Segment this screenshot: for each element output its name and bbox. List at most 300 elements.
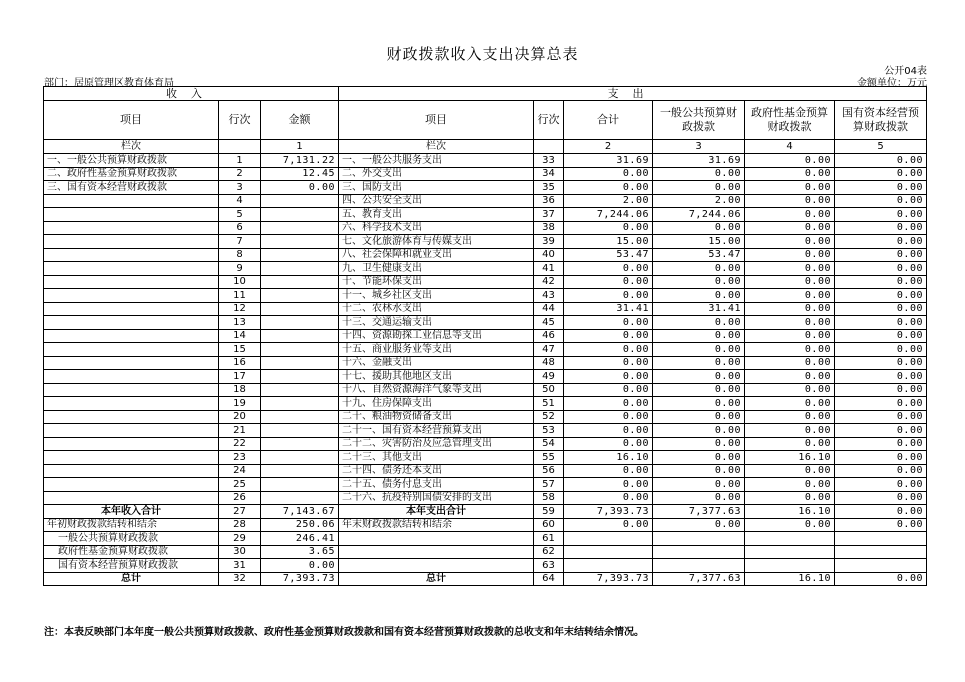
income-item bbox=[44, 464, 219, 478]
income-amount bbox=[261, 424, 339, 438]
income-line-no: 8 bbox=[219, 248, 261, 262]
expense-gov-fund: 0.00 bbox=[745, 221, 835, 235]
expense-general-budget: 0.00 bbox=[653, 424, 745, 438]
expense-state-capital: 0.00 bbox=[835, 383, 927, 397]
expense-general-budget: 0.00 bbox=[653, 181, 745, 195]
expense-general-budget: 0.00 bbox=[653, 316, 745, 330]
income-line-no: 20 bbox=[219, 410, 261, 424]
income-line-no: 5 bbox=[219, 208, 261, 222]
expense-total: 0.00 bbox=[564, 383, 653, 397]
income-line-no: 7 bbox=[219, 235, 261, 249]
expense-state-capital: 0.00 bbox=[835, 167, 927, 181]
expense-general-budget: 0.00 bbox=[653, 221, 745, 235]
expense-state-capital: 0.00 bbox=[835, 289, 927, 303]
expense-general-budget: 15.00 bbox=[653, 235, 745, 249]
income-line-no: 29 bbox=[219, 532, 261, 546]
expense-state-capital: 0.00 bbox=[835, 248, 927, 262]
expense-general-budget: 2.00 bbox=[653, 194, 745, 208]
expense-gov-fund: 0.00 bbox=[745, 248, 835, 262]
expense-item: 七、文化旅游体育与传媒支出 bbox=[339, 235, 534, 249]
expense-item: 二十五、债务付息支出 bbox=[339, 478, 534, 492]
expense-item: 一、一般公共服务支出 bbox=[339, 154, 534, 168]
table-row bbox=[44, 181, 927, 195]
expense-total: 0.00 bbox=[564, 262, 653, 276]
income-item: 政府性基金预算财政拨款 bbox=[44, 545, 219, 559]
income-line-no: 17 bbox=[219, 370, 261, 384]
expense-line-no: 34 bbox=[534, 167, 564, 181]
expense-total: 0.00 bbox=[564, 410, 653, 424]
income-line-no: 9 bbox=[219, 262, 261, 276]
expense-total: 16.10 bbox=[564, 451, 653, 465]
expense-gov-fund: 0.00 bbox=[745, 329, 835, 343]
expense-state-capital bbox=[835, 532, 927, 546]
expense-total: 0.00 bbox=[564, 464, 653, 478]
table-row bbox=[44, 410, 927, 424]
expense-total: 31.69 bbox=[564, 154, 653, 168]
expense-line-no: 42 bbox=[534, 275, 564, 289]
expense-line-no: 39 bbox=[534, 235, 564, 249]
income-line-no: 24 bbox=[219, 464, 261, 478]
income-line-no: 13 bbox=[219, 316, 261, 330]
income-amount: 0.00 bbox=[261, 181, 339, 195]
expense-line-no: 62 bbox=[534, 545, 564, 559]
income-amount bbox=[261, 289, 339, 303]
expense-total: 0.00 bbox=[564, 424, 653, 438]
expense-total: 31.41 bbox=[564, 302, 653, 316]
income-amount bbox=[261, 491, 339, 505]
income-line-no: 22 bbox=[219, 437, 261, 451]
expense-gov-fund: 0.00 bbox=[745, 167, 835, 181]
budget-table bbox=[43, 86, 927, 586]
col-label: 栏次 bbox=[44, 140, 219, 154]
income-amount bbox=[261, 235, 339, 249]
expense-gov-fund: 16.10 bbox=[745, 505, 835, 519]
table-row bbox=[44, 289, 927, 303]
expense-item: 十六、金融支出 bbox=[339, 356, 534, 370]
expense-item: 十七、援助其他地区支出 bbox=[339, 370, 534, 384]
income-amount: 7,131.22 bbox=[261, 154, 339, 168]
expense-general-budget: 7,377.63 bbox=[653, 572, 745, 586]
table-row bbox=[44, 167, 927, 181]
income-line-no: 11 bbox=[219, 289, 261, 303]
table-row bbox=[44, 343, 927, 357]
expense-gov-fund: 0.00 bbox=[745, 275, 835, 289]
expense-general-budget: 0.00 bbox=[653, 410, 745, 424]
income-item bbox=[44, 329, 219, 343]
table-row bbox=[44, 208, 927, 222]
table-row bbox=[44, 464, 927, 478]
expense-line-no: 47 bbox=[534, 343, 564, 357]
income-item bbox=[44, 491, 219, 505]
income-item bbox=[44, 356, 219, 370]
income-item bbox=[44, 235, 219, 249]
expense-total: 0.00 bbox=[564, 397, 653, 411]
income-item bbox=[44, 194, 219, 208]
expense-state-capital: 0.00 bbox=[835, 397, 927, 411]
expense-general-budget: 0.00 bbox=[653, 491, 745, 505]
income-line-no: 25 bbox=[219, 478, 261, 492]
income-line-no: 1 bbox=[219, 154, 261, 168]
expense-item: 十一、城乡社区支出 bbox=[339, 289, 534, 303]
expense-line-no: 60 bbox=[534, 518, 564, 532]
col-label2: 栏次 bbox=[339, 140, 534, 154]
expense-general-budget: 0.00 bbox=[653, 464, 745, 478]
expense-total: 7,244.06 bbox=[564, 208, 653, 222]
expense-total: 0.00 bbox=[564, 370, 653, 384]
expense-line-no: 44 bbox=[534, 302, 564, 316]
expense-total: 7,393.73 bbox=[564, 505, 653, 519]
expense-gov-fund bbox=[745, 559, 835, 573]
expense-total: 0.00 bbox=[564, 275, 653, 289]
expense-line-no: 46 bbox=[534, 329, 564, 343]
expense-item: 十四、资源勘探工业信息等支出 bbox=[339, 329, 534, 343]
income-line-no: 18 bbox=[219, 383, 261, 397]
income-amount: 0.00 bbox=[261, 559, 339, 573]
expense-state-capital: 0.00 bbox=[835, 154, 927, 168]
expense-gov-fund: 0.00 bbox=[745, 464, 835, 478]
income-line-no: 26 bbox=[219, 491, 261, 505]
expense-line-no: 45 bbox=[534, 316, 564, 330]
expense-state-capital: 0.00 bbox=[835, 505, 927, 519]
income-amount bbox=[261, 329, 339, 343]
expense-total: 0.00 bbox=[564, 329, 653, 343]
expense-gov-fund: 0.00 bbox=[745, 262, 835, 276]
income-line-no: 28 bbox=[219, 518, 261, 532]
expense-item: 四、公共安全支出 bbox=[339, 194, 534, 208]
income-amount bbox=[261, 262, 339, 276]
department-label: 部门：居原管理区教育体育局 bbox=[44, 78, 174, 89]
income-item bbox=[44, 262, 219, 276]
expense-total: 0.00 bbox=[564, 356, 653, 370]
income-amount bbox=[261, 275, 339, 289]
expense-line-no: 35 bbox=[534, 181, 564, 195]
expense-state-capital: 0.00 bbox=[835, 572, 927, 586]
income-line-no: 15 bbox=[219, 343, 261, 357]
expense-total: 0.00 bbox=[564, 491, 653, 505]
income-item bbox=[44, 424, 219, 438]
expense-total: 0.00 bbox=[564, 518, 653, 532]
expense-general-budget: 0.00 bbox=[653, 262, 745, 276]
expense-line-no: 54 bbox=[534, 437, 564, 451]
income-amount bbox=[261, 316, 339, 330]
table-row bbox=[44, 154, 927, 168]
expense-state-capital: 0.00 bbox=[835, 424, 927, 438]
expense-item: 二十四、债务还本支出 bbox=[339, 464, 534, 478]
expense-line-no: 41 bbox=[534, 262, 564, 276]
income-item bbox=[44, 478, 219, 492]
income-line-no: 4 bbox=[219, 194, 261, 208]
expense-gov-fund: 0.00 bbox=[745, 208, 835, 222]
expense-item: 二十、粮油物资储备支出 bbox=[339, 410, 534, 424]
header-columns-row bbox=[44, 101, 927, 140]
expense-general-budget: 0.00 bbox=[653, 397, 745, 411]
expense-general-budget: 7,244.06 bbox=[653, 208, 745, 222]
table-row bbox=[44, 235, 927, 249]
expense-general-budget: 31.69 bbox=[653, 154, 745, 168]
table-row bbox=[44, 491, 927, 505]
table-row bbox=[44, 275, 927, 289]
expense-general-budget: 0.00 bbox=[653, 343, 745, 357]
table-row bbox=[44, 437, 927, 451]
expense-gov-fund: 0.00 bbox=[745, 518, 835, 532]
expense-line-no: 50 bbox=[534, 383, 564, 397]
income-amount bbox=[261, 356, 339, 370]
col-5: 5 bbox=[835, 140, 927, 154]
income-amount bbox=[261, 221, 339, 235]
expense-general-budget: 0.00 bbox=[653, 370, 745, 384]
expense-general-budget: 0.00 bbox=[653, 478, 745, 492]
expense-state-capital: 0.00 bbox=[835, 221, 927, 235]
expense-total bbox=[564, 559, 653, 573]
expense-line-no: 59 bbox=[534, 505, 564, 519]
expense-item bbox=[339, 532, 534, 546]
income-line-no: 10 bbox=[219, 275, 261, 289]
expense-item: 八、社会保障和就业支出 bbox=[339, 248, 534, 262]
income-item: 本年收入合计 bbox=[44, 505, 219, 519]
expense-total: 7,393.73 bbox=[564, 572, 653, 586]
expense-general-budget bbox=[653, 559, 745, 573]
income-amount bbox=[261, 464, 339, 478]
expense-item: 十三、交通运输支出 bbox=[339, 316, 534, 330]
table-row bbox=[44, 302, 927, 316]
header-general-budget: 一般公共预算财政拨款 bbox=[653, 101, 745, 140]
expense-gov-fund bbox=[745, 545, 835, 559]
expense-state-capital: 0.00 bbox=[835, 316, 927, 330]
expense-total: 0.00 bbox=[564, 316, 653, 330]
expense-general-budget: 0.00 bbox=[653, 329, 745, 343]
expense-gov-fund: 0.00 bbox=[745, 437, 835, 451]
expense-line-no: 37 bbox=[534, 208, 564, 222]
expense-state-capital: 0.00 bbox=[835, 356, 927, 370]
expense-item: 六、科学技术支出 bbox=[339, 221, 534, 235]
header-colno-row bbox=[44, 140, 927, 154]
expense-general-budget bbox=[653, 545, 745, 559]
income-amount bbox=[261, 248, 339, 262]
expense-item: 年末财政拨款结转和结余 bbox=[339, 518, 534, 532]
expense-general-budget: 0.00 bbox=[653, 167, 745, 181]
col-4: 4 bbox=[745, 140, 835, 154]
income-amount bbox=[261, 208, 339, 222]
header-income: 收入 bbox=[44, 87, 339, 101]
income-item bbox=[44, 397, 219, 411]
income-amount: 12.45 bbox=[261, 167, 339, 181]
expense-gov-fund: 0.00 bbox=[745, 181, 835, 195]
income-amount bbox=[261, 302, 339, 316]
income-amount bbox=[261, 478, 339, 492]
expense-line-no: 53 bbox=[534, 424, 564, 438]
income-item bbox=[44, 248, 219, 262]
expense-state-capital: 0.00 bbox=[835, 410, 927, 424]
income-item bbox=[44, 343, 219, 357]
expense-total: 0.00 bbox=[564, 167, 653, 181]
header-section-row bbox=[44, 87, 927, 101]
income-item: 国有资本经营预算财政拨款 bbox=[44, 559, 219, 573]
expense-gov-fund: 0.00 bbox=[745, 410, 835, 424]
table-row bbox=[44, 262, 927, 276]
header-item2: 项目 bbox=[339, 101, 534, 140]
expense-general-budget: 0.00 bbox=[653, 356, 745, 370]
income-item: 总计 bbox=[44, 572, 219, 586]
income-item bbox=[44, 275, 219, 289]
table-row bbox=[44, 370, 927, 384]
income-amount: 246.41 bbox=[261, 532, 339, 546]
expense-line-no: 49 bbox=[534, 370, 564, 384]
header-item: 项目 bbox=[44, 101, 219, 140]
expense-item: 二十二、灾害防治及应急管理支出 bbox=[339, 437, 534, 451]
income-amount bbox=[261, 194, 339, 208]
expense-gov-fund: 0.00 bbox=[745, 316, 835, 330]
income-item bbox=[44, 208, 219, 222]
expense-line-no: 43 bbox=[534, 289, 564, 303]
expense-line-no: 64 bbox=[534, 572, 564, 586]
expense-item: 二、外交支出 bbox=[339, 167, 534, 181]
table-row bbox=[44, 572, 927, 586]
expense-item: 总计 bbox=[339, 572, 534, 586]
expense-state-capital: 0.00 bbox=[835, 491, 927, 505]
table-row bbox=[44, 329, 927, 343]
income-item bbox=[44, 302, 219, 316]
expense-item: 十九、住房保障支出 bbox=[339, 397, 534, 411]
income-amount: 7,393.73 bbox=[261, 572, 339, 586]
income-item bbox=[44, 410, 219, 424]
expense-line-no: 40 bbox=[534, 248, 564, 262]
expense-total: 15.00 bbox=[564, 235, 653, 249]
expense-total: 0.00 bbox=[564, 181, 653, 195]
expense-item: 十二、农林水支出 bbox=[339, 302, 534, 316]
header-line-no: 行次 bbox=[219, 101, 261, 140]
header-line-no2: 行次 bbox=[534, 101, 564, 140]
expense-state-capital: 0.00 bbox=[835, 194, 927, 208]
income-item bbox=[44, 370, 219, 384]
income-amount bbox=[261, 451, 339, 465]
expense-general-budget: 53.47 bbox=[653, 248, 745, 262]
footnote: 注：本表反映部门本年度一般公共预算财政拨款、政府性基金预算财政拨款和国有资本经营预算财政拨款的总收支和年末结转结余情况。 bbox=[44, 627, 644, 638]
income-amount: 250.06 bbox=[261, 518, 339, 532]
expense-state-capital: 0.00 bbox=[835, 275, 927, 289]
income-amount: 7,143.67 bbox=[261, 505, 339, 519]
income-item: 年初财政拨款结转和结余 bbox=[44, 518, 219, 532]
amount-unit-label: 金额单位：万元 bbox=[857, 78, 927, 89]
expense-total: 0.00 bbox=[564, 289, 653, 303]
expense-state-capital: 0.00 bbox=[835, 451, 927, 465]
col-2: 2 bbox=[564, 140, 653, 154]
expense-item: 十八、自然资源海洋气象等支出 bbox=[339, 383, 534, 397]
expense-state-capital: 0.00 bbox=[835, 464, 927, 478]
expense-gov-fund: 0.00 bbox=[745, 397, 835, 411]
income-amount bbox=[261, 410, 339, 424]
income-item: 一、一般公共预算财政拨款 bbox=[44, 154, 219, 168]
expense-gov-fund: 0.00 bbox=[745, 235, 835, 249]
income-item: 三、国有资本经营财政拨款 bbox=[44, 181, 219, 195]
expense-line-no: 56 bbox=[534, 464, 564, 478]
header-state-capital: 国有资本经营预算财政拨款 bbox=[835, 101, 927, 140]
expense-general-budget: 7,377.63 bbox=[653, 505, 745, 519]
expense-gov-fund: 0.00 bbox=[745, 491, 835, 505]
col-3: 3 bbox=[653, 140, 745, 154]
income-line-no: 32 bbox=[219, 572, 261, 586]
income-item bbox=[44, 437, 219, 451]
table-row bbox=[44, 532, 927, 546]
income-line-no: 16 bbox=[219, 356, 261, 370]
expense-state-capital: 0.00 bbox=[835, 518, 927, 532]
expense-line-no: 48 bbox=[534, 356, 564, 370]
expense-line-no: 58 bbox=[534, 491, 564, 505]
expense-item: 五、教育支出 bbox=[339, 208, 534, 222]
expense-general-budget: 0.00 bbox=[653, 451, 745, 465]
expense-item: 三、国防支出 bbox=[339, 181, 534, 195]
income-line-no: 14 bbox=[219, 329, 261, 343]
expense-total bbox=[564, 532, 653, 546]
expense-total: 0.00 bbox=[564, 437, 653, 451]
expense-item bbox=[339, 559, 534, 573]
expense-general-budget: 0.00 bbox=[653, 289, 745, 303]
expense-gov-fund: 0.00 bbox=[745, 424, 835, 438]
expense-item: 二十三、其他支出 bbox=[339, 451, 534, 465]
form-number: 公开04表 bbox=[884, 66, 927, 77]
expense-gov-fund: 0.00 bbox=[745, 289, 835, 303]
expense-line-no: 63 bbox=[534, 559, 564, 573]
expense-gov-fund: 0.00 bbox=[745, 343, 835, 357]
expense-gov-fund: 0.00 bbox=[745, 154, 835, 168]
header-amount: 金额 bbox=[261, 101, 339, 140]
income-item bbox=[44, 221, 219, 235]
expense-state-capital: 0.00 bbox=[835, 343, 927, 357]
income-item: 二、政府性基金预算财政拨款 bbox=[44, 167, 219, 181]
table-row bbox=[44, 559, 927, 573]
income-amount bbox=[261, 343, 339, 357]
table-row bbox=[44, 356, 927, 370]
expense-line-no: 57 bbox=[534, 478, 564, 492]
expense-general-budget: 0.00 bbox=[653, 275, 745, 289]
income-amount: 3.65 bbox=[261, 545, 339, 559]
expense-gov-fund: 0.00 bbox=[745, 370, 835, 384]
expense-state-capital: 0.00 bbox=[835, 235, 927, 249]
expense-total bbox=[564, 545, 653, 559]
income-line-no: 6 bbox=[219, 221, 261, 235]
income-item bbox=[44, 383, 219, 397]
income-amount bbox=[261, 370, 339, 384]
table-row bbox=[44, 424, 927, 438]
income-amount bbox=[261, 437, 339, 451]
expense-state-capital: 0.00 bbox=[835, 329, 927, 343]
income-item bbox=[44, 316, 219, 330]
header-expense: 支出 bbox=[339, 87, 927, 101]
income-item bbox=[44, 451, 219, 465]
expense-gov-fund: 0.00 bbox=[745, 383, 835, 397]
expense-total: 0.00 bbox=[564, 478, 653, 492]
expense-line-no: 55 bbox=[534, 451, 564, 465]
expense-gov-fund bbox=[745, 532, 835, 546]
expense-state-capital: 0.00 bbox=[835, 437, 927, 451]
report-title: 财政拨款收入支出决算总表 bbox=[386, 45, 579, 63]
expense-line-no: 61 bbox=[534, 532, 564, 546]
expense-total: 2.00 bbox=[564, 194, 653, 208]
header-gov-fund: 政府性基金预算财政拨款 bbox=[745, 101, 835, 140]
expense-general-budget: 0.00 bbox=[653, 383, 745, 397]
income-line-no: 23 bbox=[219, 451, 261, 465]
income-line-no: 30 bbox=[219, 545, 261, 559]
col-1: 1 bbox=[261, 140, 339, 154]
header-total: 合计 bbox=[564, 101, 653, 140]
table-row bbox=[44, 248, 927, 262]
table-row bbox=[44, 316, 927, 330]
income-line-no: 21 bbox=[219, 424, 261, 438]
expense-gov-fund: 0.00 bbox=[745, 356, 835, 370]
expense-gov-fund: 0.00 bbox=[745, 478, 835, 492]
expense-state-capital: 0.00 bbox=[835, 302, 927, 316]
expense-state-capital: 0.00 bbox=[835, 208, 927, 222]
expense-item: 二十六、抗疫特别国债安排的支出 bbox=[339, 491, 534, 505]
